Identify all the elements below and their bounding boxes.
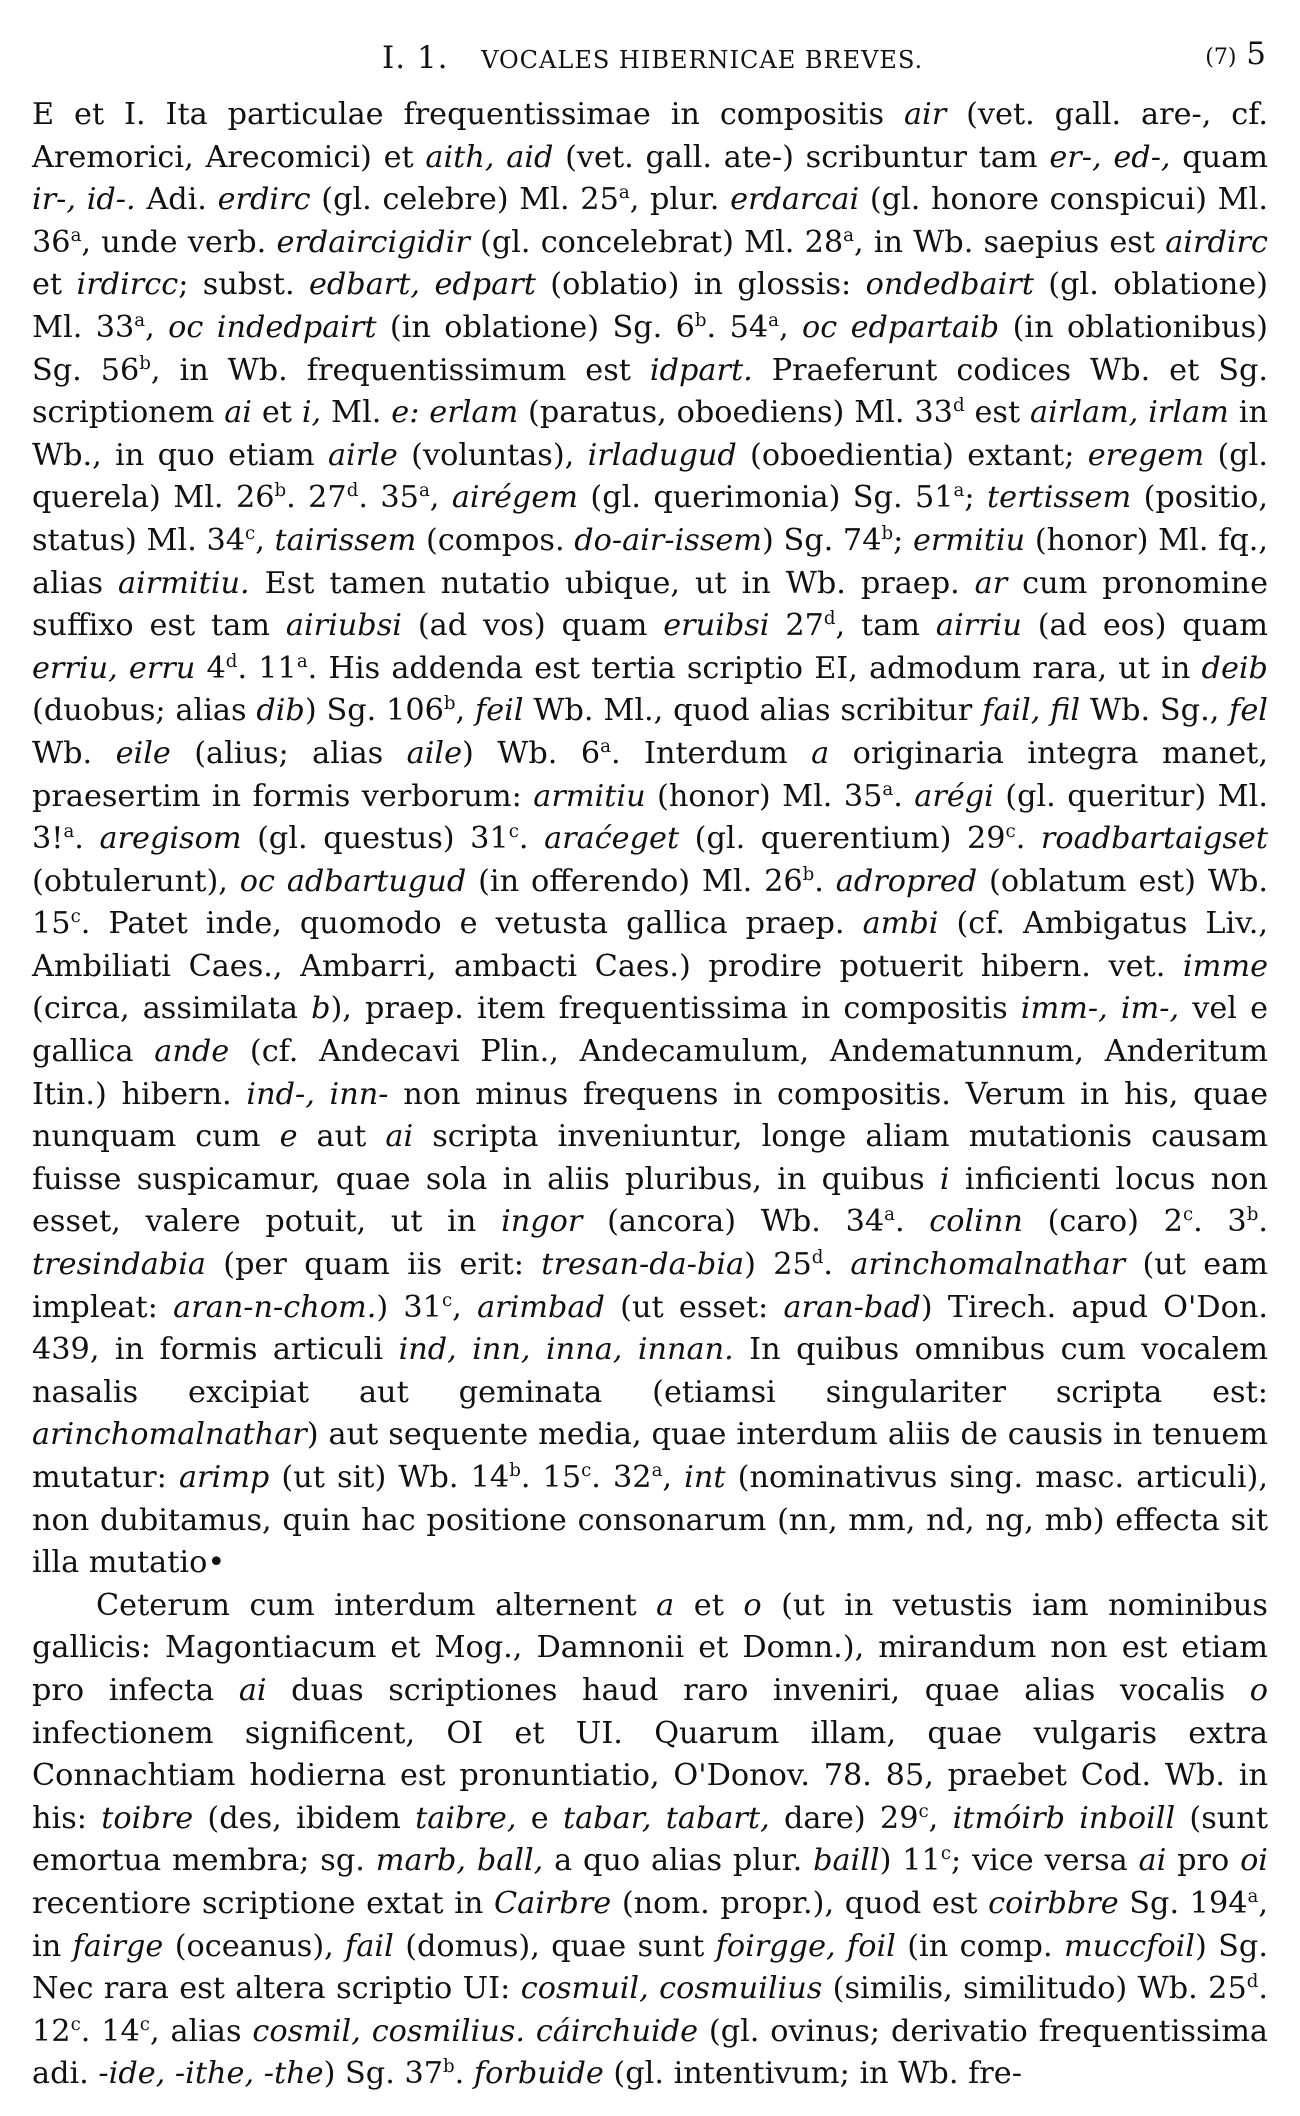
text-run: (gl. intentivum; in Wb. fre-	[603, 2056, 1022, 2092]
text-run: (gl. celebre) Ml. 25	[310, 182, 619, 218]
italic-term: tresan-da-bia	[541, 1247, 745, 1283]
italic-term: taibre,	[415, 1800, 517, 1836]
text-run: 27	[769, 608, 824, 644]
italic-term: forbuide	[473, 2056, 604, 2092]
text-run: (in oblationibus) Sg. 56	[32, 309, 1268, 388]
italic-term: er-, ed-,	[1049, 139, 1171, 175]
text-run: (oblatum est) Wb. 15	[32, 863, 1269, 942]
italic-term: o	[1249, 1672, 1268, 1708]
text-run: vel e gallica	[32, 991, 1269, 1070]
italic-term: airégem	[451, 480, 579, 516]
text-run: cum pronomine suffixo est tam	[32, 565, 1269, 644]
text-run: (voluntas),	[397, 437, 588, 473]
text-run: . 15	[520, 1460, 582, 1495]
folio-superscript: c	[139, 2013, 150, 2035]
italic-term: airmitiu.	[117, 565, 250, 601]
italic-term: e: erlam	[391, 395, 519, 431]
folio-superscript: c	[918, 1800, 929, 1822]
text-run: , in Wb. saepius est	[853, 224, 1166, 260]
text-run: (vet. gall. are-, cf. Aremorici, Arecomici) et	[32, 97, 1269, 175]
text-run: (oboedientia) extant;	[736, 437, 1088, 473]
text-run: (gl. oblatione) Ml. 33	[32, 267, 1268, 345]
italic-term: i	[939, 1161, 950, 1197]
text-run: ) Sg. 106	[304, 693, 444, 729]
italic-term: deib	[1201, 650, 1268, 686]
italic-term: tresindabia	[32, 1247, 206, 1283]
text-run: quam	[1170, 139, 1268, 175]
text-run: recentiore scriptione extat in	[32, 1885, 494, 1921]
italic-term: baill	[813, 1843, 880, 1879]
italic-term: cosmil, cosmilius. cáirchuide	[252, 2013, 699, 2049]
folio-superscript: d	[811, 1246, 824, 1268]
italic-term: aith, aid	[425, 139, 554, 175]
paragraph-1	[32, 94, 1268, 1585]
text-run: Est tamen nutatio ubique, ut in Wb. praep.	[249, 565, 975, 601]
italic-term: idpart.	[649, 352, 753, 388]
italic-term: marb, ball,	[375, 1843, 544, 1879]
text-run: (gl. querimonia) Sg. 51	[578, 480, 954, 516]
italic-term: ingor	[501, 1204, 583, 1240]
italic-term: irladugud	[587, 437, 737, 473]
folio-superscript: a	[418, 480, 430, 502]
section-title: VOCALES HIBERNICAE BREVES.	[481, 46, 924, 74]
text-run: dare) 29	[769, 1800, 919, 1836]
italic-term: fail	[345, 1928, 394, 1964]
italic-term: ir-, id-.	[32, 182, 136, 218]
text-run: (positio, status) Ml. 34	[32, 480, 1269, 558]
text-run: , unde verb.	[81, 224, 277, 260]
text-run: (gl. honore conspicui) Ml. 36	[32, 182, 1268, 260]
text-run: duas scriptiones haud raro inveniri, quae alias vocalis	[266, 1672, 1250, 1708]
italic-term: air	[903, 97, 947, 132]
folio-superscript: b	[274, 480, 287, 502]
folio-superscript: b	[509, 1459, 521, 1481]
italic-term: arégi	[914, 778, 994, 814]
text-run: ) Sg. 37	[323, 2056, 444, 2092]
text-run: .	[893, 778, 915, 814]
text-run: (in oblatione) Sg. 6	[376, 309, 695, 345]
italic-term: do-air-issem	[574, 522, 763, 558]
text-run: (nom. propr.), quod est	[611, 1885, 989, 1921]
text-run: (domus), quae sunt	[393, 1928, 716, 1964]
text-run: ,	[455, 693, 475, 729]
text-run: 4	[195, 650, 226, 686]
italic-term: erriu, erru	[32, 650, 196, 686]
italic-term: erdirc	[217, 182, 311, 218]
italic-term: oc indedpairt	[168, 309, 377, 345]
folio-superscript: b	[139, 352, 151, 374]
text-run: ,	[145, 309, 169, 345]
text-run: (paratus, oboediens) Ml. 33	[518, 395, 953, 431]
folio-superscript: b	[694, 309, 707, 331]
text-run: ; vice versa	[951, 1843, 1139, 1879]
italic-term: feil	[474, 693, 524, 729]
folio-superscript: b	[443, 2056, 455, 2078]
text-run: . Patet inde, quomodo e vetusta gallica praep.	[80, 906, 863, 942]
text-run: (gl. questus) 31	[241, 821, 509, 857]
folio-superscript: c	[70, 906, 81, 928]
text-run: . 32	[591, 1460, 652, 1495]
folio-superscript: c	[508, 821, 519, 842]
folio-superscript: d	[1246, 1971, 1259, 1993]
italic-term: coirbbre	[988, 1885, 1119, 1921]
text-run: Adi.	[135, 182, 218, 218]
text-run: .	[74, 821, 100, 857]
text-run: , in Wb. frequentissimum est	[150, 352, 650, 388]
text-run: (honor) Ml. fq., alias	[32, 522, 1268, 601]
italic-term: ai	[385, 1119, 414, 1155]
italic-term: arinchomalnathar	[32, 1417, 307, 1453]
text-run: (gl. querela) Ml. 26	[32, 437, 1268, 516]
text-run: scripta inveniuntur, longe aliam mutationis causam fuisse suspicamur, quae sola in aliis pluribus, in quibus	[32, 1119, 1268, 1197]
text-run: .	[518, 821, 545, 857]
running-title	[382, 40, 923, 76]
italic-term: tertissem	[986, 480, 1132, 516]
text-run: ) 25	[744, 1247, 812, 1283]
italic-term: irdircc	[76, 267, 179, 303]
text-run: (oblatio) in glossis:	[535, 267, 866, 303]
text-run: ,	[928, 1800, 953, 1836]
italic-term: araćeget	[544, 821, 680, 857]
italic-term: erdaircigidir	[276, 224, 470, 260]
folio-superscript: d	[952, 395, 965, 417]
italic-term: imm-, im-,	[1020, 991, 1180, 1027]
folio-superscript: a	[884, 1204, 895, 1226]
text-run: ,	[255, 522, 275, 558]
italic-term: aran-n-chom.	[173, 1289, 377, 1325]
text-run: ) Sg. 74	[762, 522, 882, 558]
text-run: . 54	[706, 309, 769, 345]
text-run: , alias	[149, 2013, 253, 2049]
text-run: . Interdum	[610, 735, 812, 771]
text-run: (duobus; alias	[32, 693, 257, 729]
folio-superscript: a	[134, 309, 146, 331]
text-run: ), praep. item frequentissima in compositis	[330, 991, 1021, 1027]
text-run: et	[674, 1587, 744, 1623]
text-run: (ut eam impleat:	[32, 1247, 1269, 1325]
folio-superscript: a	[1247, 1885, 1259, 1907]
italic-term: oi	[1240, 1843, 1268, 1879]
text-run: (oceanus),	[163, 1928, 346, 1964]
text-run: Ceterum cum interdum alternent	[96, 1587, 657, 1623]
text-run: ,	[452, 1289, 478, 1325]
italic-term: ondedbairt	[865, 267, 1034, 303]
italic-term: a	[811, 735, 830, 771]
text-run: (gl. ovinus; derivatio frequentissima adi.	[32, 2013, 1268, 2092]
folio-superscript: b	[881, 522, 894, 544]
italic-term: airle	[327, 437, 398, 473]
italic-term: imme	[1182, 948, 1268, 984]
folio-superscript: b	[1246, 1204, 1259, 1226]
italic-term: fairge	[72, 1928, 164, 1964]
italic-term: fel	[1229, 693, 1268, 729]
italic-term: edbart, edpart	[308, 267, 536, 303]
text-run: ;	[964, 480, 987, 516]
text-run: (compos.	[416, 522, 575, 558]
folio-superscript: c	[940, 1843, 951, 1865]
text-run: . 12	[32, 1971, 1269, 2049]
italic-term: int	[684, 1460, 726, 1495]
text-run: , in	[32, 1885, 1268, 1964]
folio-superscript: c	[245, 522, 256, 544]
italic-term: airriu	[935, 608, 1022, 644]
page-number-group	[1205, 36, 1266, 72]
text-run: est	[964, 395, 1031, 431]
folio-superscript: c	[1182, 1204, 1194, 1226]
text-run: (similis, similitudo) Wb. 25	[822, 1971, 1247, 2007]
text-run: ) Wb. 6	[462, 735, 601, 771]
folio-superscript: d	[346, 480, 359, 502]
italic-term: tabar, tabart,	[562, 1800, 770, 1836]
italic-term: airiubsi	[285, 608, 402, 644]
folio-superscript: a	[651, 1459, 663, 1481]
text-run: ) Sg. Nec rara est altera scriptio UI:	[32, 1928, 1268, 2007]
text-run: ,	[429, 480, 452, 516]
text-run: Ml.	[321, 395, 392, 431]
section-number: I. 1.	[382, 40, 449, 76]
text-run: ; subst.	[178, 267, 309, 303]
folio-superscript: c	[581, 1459, 592, 1481]
body-text	[32, 94, 1268, 2096]
text-run: (in comp.	[895, 1928, 1064, 1964]
italic-term: aran-bad	[783, 1289, 921, 1325]
text-run: .	[454, 2056, 474, 2092]
italic-term: -ide, -ithe, -the	[98, 2056, 324, 2092]
italic-term: dib	[256, 693, 305, 729]
text-run: ,	[662, 1460, 685, 1495]
text-run: (gl. querentium) 29	[679, 821, 1006, 857]
italic-term: Cairbre	[494, 1885, 612, 1921]
italic-term: i,	[301, 395, 322, 431]
italic-term: b	[311, 991, 331, 1027]
text-run: in Wb., in quo etiam	[32, 395, 1268, 473]
text-run: E et I. Ita particulae frequentissimae in compositis	[32, 97, 904, 132]
italic-term: oc adbartugud	[239, 863, 467, 899]
italic-term: ermitiu	[912, 522, 1026, 558]
italic-term: roadbartaigset	[1040, 821, 1269, 857]
text-run: (gl. queritur) Ml. 3!	[32, 778, 1268, 857]
text-run: (des, ibidem	[193, 1800, 416, 1836]
italic-term: ai	[238, 1672, 267, 1708]
text-run: Wb. Ml., quod alias scribitur	[523, 693, 983, 729]
folio-superscript: c	[70, 2013, 81, 2035]
folio-superscript: b	[443, 693, 456, 715]
text-run: Wb. Sg.,	[1080, 693, 1230, 729]
text-run: (cf. Andecavi Plin., Andecamulum, Andematunnum, Anderitum Itin.) hibern.	[32, 1034, 1268, 1112]
text-run: (circa, assimilata	[32, 991, 312, 1027]
text-run: Praeferunt codices Wb. et Sg. scriptionem	[32, 352, 1268, 431]
italic-term: ind, inn, inna, innan.	[398, 1332, 734, 1368]
text-run: et	[32, 267, 77, 303]
italic-term: arimp	[178, 1460, 270, 1495]
italic-term: ande	[154, 1034, 230, 1070]
text-run: ,	[778, 309, 802, 345]
folio-superscript: c	[441, 1289, 453, 1311]
page	[32, 28, 1268, 2096]
folio-superscript: b	[802, 863, 815, 885]
folio-superscript: a	[882, 778, 894, 800]
italic-term: toibre	[101, 1800, 194, 1836]
folio-superscript: d	[225, 650, 238, 672]
text-run: .	[814, 863, 836, 899]
text-run: In quibus omnibus cum vocalem nasalis excipiat aut geminata (etiamsi singulariter scripta est:	[32, 1332, 1268, 1410]
text-run: ) aut sequente media, quae interdum aliis de causis in tenuem mutatur:	[32, 1417, 1268, 1495]
italic-term: a	[656, 1587, 675, 1623]
text-run: Sg. 194	[1118, 1885, 1248, 1921]
text-run: . 3	[1193, 1204, 1247, 1240]
text-run: (caro) 2	[1022, 1204, 1183, 1240]
text-run: ) 31	[376, 1289, 442, 1325]
text-run: . His addenda est tertia scriptio EI, admodum rara, ut in	[307, 650, 1202, 686]
original-page-number: (7)	[1205, 45, 1237, 70]
italic-term: arinchomalnathar	[850, 1247, 1126, 1283]
text-run: .	[1015, 821, 1041, 857]
italic-term: erdarcai	[730, 182, 860, 218]
italic-term: foirgge, foil	[715, 1928, 896, 1964]
folio-superscript: a	[768, 309, 779, 331]
text-run: (ut in vetustis iam nominibus gallicis: Magontiacum et Mog., Damnonii et Domn.), mirandum non est etiam pro infecta	[32, 1587, 1268, 1708]
text-run: (alius; alias	[170, 735, 407, 771]
text-run: ) 11	[879, 1843, 941, 1879]
italic-term: armitiu	[533, 778, 646, 814]
folio-superscript: a	[600, 735, 611, 757]
folio-superscript: a	[953, 480, 965, 502]
text-run: et	[252, 395, 302, 431]
text-run: non minus frequens in compositis. Verum in his, quae nunquam cum	[32, 1076, 1268, 1155]
text-run: pro	[1166, 1843, 1241, 1879]
folio-superscript: a	[618, 182, 630, 204]
italic-term: ambi	[862, 906, 939, 942]
page-number: 5	[1246, 36, 1266, 72]
text-run: (obtulerunt),	[32, 863, 240, 899]
text-run: (vet. gall. ate-) scribuntur tam	[553, 139, 1050, 175]
italic-term: muccfoil	[1063, 1928, 1195, 1964]
text-run: (per quam iis erit:	[205, 1247, 542, 1283]
italic-term: arimbad	[477, 1289, 605, 1325]
text-run: (nominativus sing. masc. articuli), non dubitamus, quin hac positione consonarum (nn, mm, nd, ng, mb) effecta sit illa mutatio•	[32, 1460, 1268, 1581]
italic-term: ai	[224, 395, 252, 431]
italic-term: airdirc	[1165, 224, 1268, 260]
folio-superscript: a	[296, 650, 308, 672]
text-run: ;	[893, 522, 913, 558]
text-run: , tam	[835, 608, 936, 644]
text-run: (ut sit) Wb. 14	[269, 1460, 510, 1495]
text-run: (gl. concelebrat) Ml. 28	[469, 224, 844, 260]
folio-superscript: a	[63, 821, 75, 842]
folio-superscript: c	[1005, 821, 1016, 842]
text-run: . 35	[358, 480, 419, 516]
text-run: aut	[297, 1119, 386, 1155]
text-run: (ancora) Wb. 34	[582, 1204, 885, 1240]
italic-term: cosmuil, cosmuilius	[520, 1971, 823, 2007]
text-run: (honor) Ml. 35	[645, 778, 883, 814]
italic-term: eile	[115, 735, 171, 771]
italic-term: fail, fil	[982, 693, 1081, 729]
italic-term: ind-, inn-	[246, 1076, 389, 1112]
text-run: (cf. Ambigatus Liv., Ambiliati Caes., Ambarri, ambacti Caes.) prodire potuerit hibern. vet.	[32, 906, 1268, 984]
italic-term: ar	[974, 565, 1008, 601]
text-run: a quo alias plur.	[543, 1843, 814, 1879]
text-run: . 11	[237, 650, 297, 686]
italic-term: airlam, irlam	[1030, 395, 1229, 431]
text-run: originaria integra manet, praesertim in formis verborum:	[32, 735, 1268, 814]
text-run: Wb.	[32, 735, 116, 771]
text-run: .	[823, 1247, 851, 1283]
text-run: e	[516, 1800, 563, 1836]
text-run: inficienti locus non esset, valere potuit, ut in	[32, 1161, 1268, 1240]
text-run: (ad eos) quam	[1021, 608, 1268, 644]
italic-term: eregem	[1087, 437, 1205, 473]
text-run: ) Tirech. apud O'Don. 439, in formis articuli	[32, 1289, 1268, 1368]
running-header	[32, 28, 1268, 88]
italic-term: o	[743, 1587, 762, 1623]
italic-term: itmóirb inboill	[952, 1800, 1176, 1836]
text-run: (sunt emortua membra; sg.	[32, 1800, 1268, 1879]
italic-term: tairissem	[274, 522, 417, 558]
italic-term: oc edpartaib	[802, 309, 1000, 345]
paragraph-2	[32, 1585, 1268, 2096]
text-run: (in offerendo) Ml. 26	[466, 863, 803, 899]
italic-term: aregisom	[99, 821, 242, 857]
folio-superscript: d	[823, 608, 836, 630]
italic-term: e	[279, 1119, 298, 1155]
text-run: (ut esset:	[604, 1289, 784, 1325]
text-run: . 27	[286, 480, 347, 516]
italic-term: aile	[406, 735, 463, 771]
text-run: .	[1258, 1204, 1268, 1240]
text-run: , plur.	[629, 182, 731, 218]
folio-superscript: a	[843, 224, 854, 246]
text-run: infectionem significent, OI et UI. Quarum illam, quae vulgaris extra Connachtiam hodierna est pronuntiatio, O'Donov. 78. 85, praebet Cod. Wb. in his:	[32, 1715, 1268, 1836]
folio-superscript: a	[70, 224, 82, 246]
text-run: (ad vos) quam	[401, 608, 664, 644]
text-run: . 14	[80, 2013, 140, 2049]
italic-term: adropred	[835, 863, 978, 899]
italic-term: eruibsi	[663, 608, 770, 644]
text-run: .	[894, 1204, 930, 1240]
italic-term: colinn	[929, 1204, 1023, 1240]
italic-term: ai	[1138, 1843, 1167, 1879]
